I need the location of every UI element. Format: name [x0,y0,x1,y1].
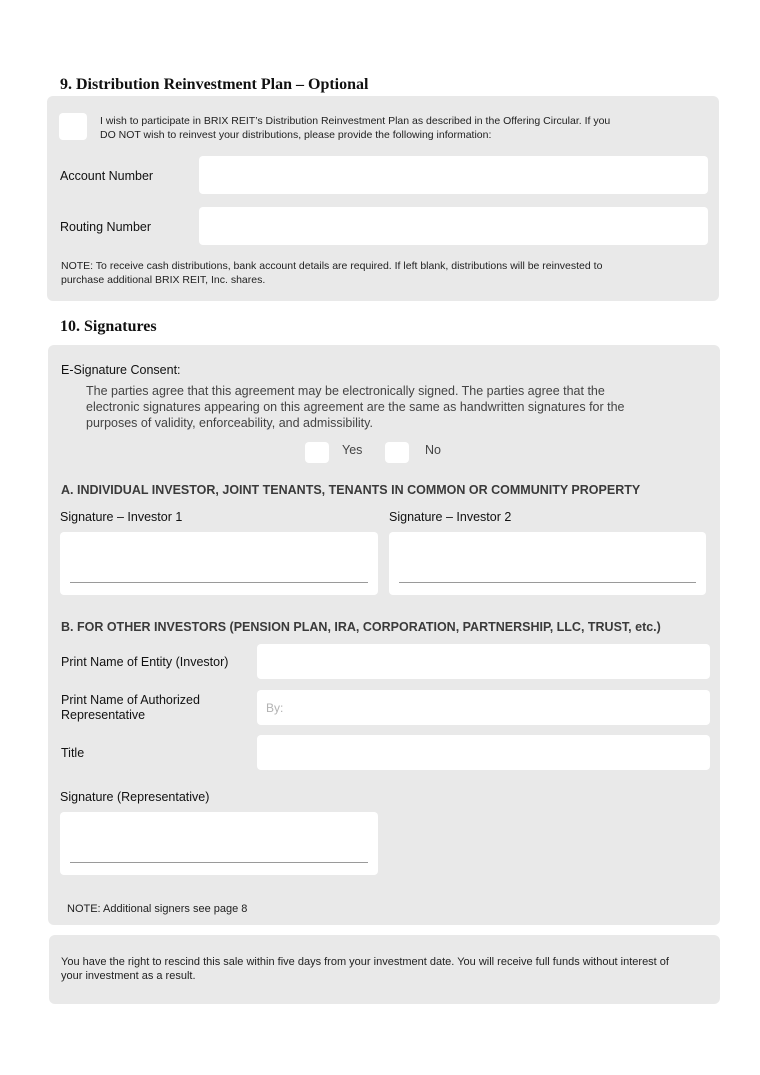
reinvestment-panel [47,96,719,301]
yes-label: Yes [342,443,363,457]
consent-text-line-2: electronic signatures appearing on this agreement are the same as handwritten signatures for the [86,400,625,414]
section-9-title: 9. Distribution Reinvestment Plan – Optional [60,76,369,93]
reinvest-checkbox[interactable] [59,113,87,140]
rescind-notice-text: You have the right to rescind this sale within five days from your investment date. You will receive full funds without interest of [61,956,669,968]
investor-2-signature-label: Signature – Investor 2 [389,510,512,524]
consent-text-line-3: purposes of validity, enforceability, and admissibility. [86,416,373,430]
additional-signers-note: NOTE: Additional signers see page 8 [67,903,248,915]
title-label: Title [61,746,85,760]
part-b-heading: B. FOR OTHER INVESTORS (PENSION PLAN, IRA, CORPORATION, PARTNERSHIP, LLC, TRUST, etc.) [61,620,661,634]
investor-1-signature-label: Signature – Investor 1 [60,510,183,524]
authorized-rep-name-label-line-2: Representative [61,708,146,722]
investor-1-signature-box[interactable] [60,532,378,595]
cash-distribution-note: NOTE: To receive cash distributions, bank account details are required. If left blank, distributions will be reinvested to [61,260,603,272]
signature-line [399,582,696,583]
account-number-input[interactable] [199,156,708,194]
signature-line [70,862,368,863]
consent-text-line-1: The parties agree that this agreement may be electronically signed. The parties agree that the [86,384,605,398]
authorized-rep-name-label-line-1: Print Name of Authorized [61,693,200,707]
e-signature-consent-heading: E-Signature Consent: [61,363,181,377]
no-checkbox[interactable] [385,442,409,463]
signature-line [70,582,368,583]
routing-number-label: Routing Number [60,220,152,234]
rescind-notice-text-2: your investment as a result. [61,970,196,982]
consent-text [86,383,625,431]
title-input[interactable] [257,735,710,770]
yes-checkbox[interactable] [305,442,329,463]
entity-name-label: Print Name of Entity (Investor) [61,655,229,669]
signatures-panel [48,345,720,925]
no-label: No [425,443,441,457]
account-number-label: Account Number [60,169,154,183]
part-a-heading: A. INDIVIDUAL INVESTOR, JOINT TENANTS, TENANTS IN COMMON OR COMMUNITY PROPERTY [61,483,641,497]
rescind-notice-panel [49,935,720,1004]
rep-signature-label: Signature (Representative) [60,790,210,804]
authorized-rep-name-input[interactable] [257,690,710,725]
section-10-title: 10. Signatures [60,318,157,335]
rep-signature-box[interactable] [60,812,378,875]
participation-text-2: DO NOT wish to reinvest your distributions, please provide the following information: [100,129,492,141]
entity-name-input[interactable] [257,644,710,679]
authorized-rep-name-label [61,693,200,723]
routing-number-input[interactable] [199,207,708,245]
participation-text: I wish to participate in BRIX REIT’s Distribution Reinvestment Plan as described in the Offering Circular. If you [100,115,611,127]
investor-2-signature-box[interactable] [389,532,706,595]
cash-distribution-note-2: purchase additional BRIX REIT, Inc. shares. [61,274,266,286]
